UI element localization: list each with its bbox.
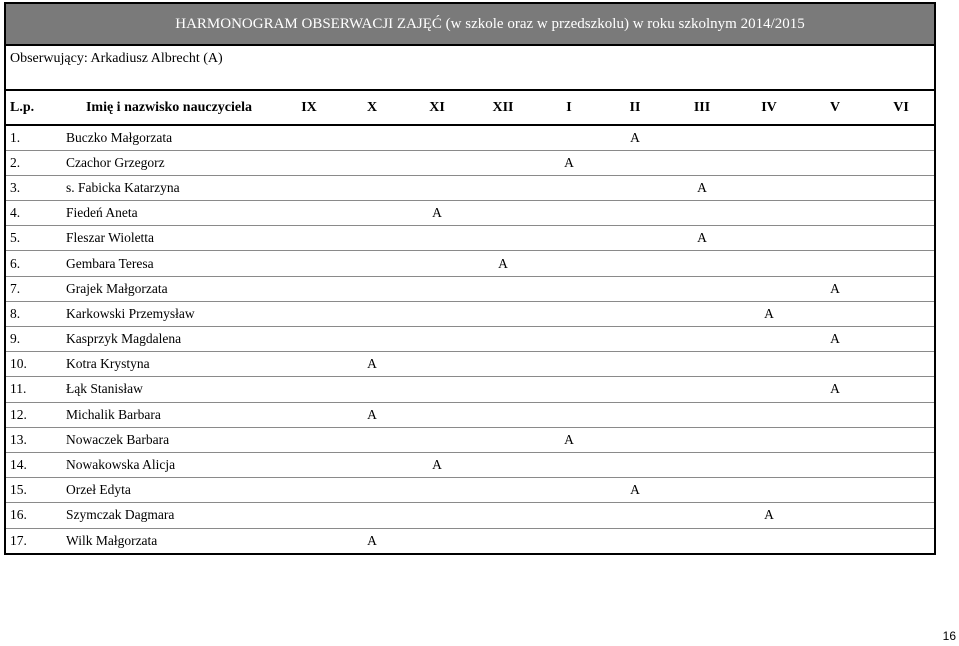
- observation-cell: [602, 377, 668, 402]
- table-row: [6, 301, 934, 326]
- observation-cell: [536, 352, 602, 377]
- teacher-name: Fiedeń Aneta: [60, 201, 278, 226]
- observation-cell: A: [736, 301, 802, 326]
- table-row: [6, 201, 934, 226]
- observation-cell: [736, 528, 802, 553]
- observation-cell: [602, 327, 668, 352]
- observation-cell: [536, 327, 602, 352]
- observation-cell: [340, 125, 404, 150]
- observation-cell: [404, 327, 470, 352]
- observation-cell: [278, 301, 340, 326]
- observation-cell: [470, 503, 536, 528]
- observation-cell: [404, 352, 470, 377]
- teacher-name: Fleszar Wioletta: [60, 226, 278, 251]
- teacher-name: Grajek Małgorzata: [60, 276, 278, 301]
- observation-cell: [470, 327, 536, 352]
- table-row: [6, 427, 934, 452]
- observation-cell: [278, 352, 340, 377]
- observation-cell: [470, 301, 536, 326]
- document-title: HARMONOGRAM OBSERWACJI ZAJĘĆ (w szkole oraz w przedszkolu) w roku szkolnym 2014/2015: [6, 4, 934, 46]
- observation-cell: [736, 150, 802, 175]
- observation-cell: A: [668, 226, 736, 251]
- observation-cell: [602, 150, 668, 175]
- observation-cell: [868, 402, 934, 427]
- observation-cell: [868, 175, 934, 200]
- observation-cell: [602, 528, 668, 553]
- observation-cell: [278, 276, 340, 301]
- observation-cell: [470, 226, 536, 251]
- observation-cell: [340, 427, 404, 452]
- observation-cell: [602, 276, 668, 301]
- observation-cell: [736, 478, 802, 503]
- teacher-name: s. Fabicka Katarzyna: [60, 175, 278, 200]
- observation-cell: [868, 528, 934, 553]
- observation-cell: [470, 276, 536, 301]
- teacher-name: Gembara Teresa: [60, 251, 278, 276]
- observation-cell: [868, 427, 934, 452]
- observation-cell: [668, 201, 736, 226]
- observation-cell: [536, 377, 602, 402]
- row-number: 5.: [6, 226, 60, 251]
- observation-cell: [802, 427, 868, 452]
- observation-cell: [278, 251, 340, 276]
- observation-cell: [802, 528, 868, 553]
- row-number: 15.: [6, 478, 60, 503]
- observation-cell: [536, 528, 602, 553]
- table-row: [6, 352, 934, 377]
- header-lp: L.p.: [6, 91, 60, 125]
- observation-cell: [802, 352, 868, 377]
- observation-cell: [340, 503, 404, 528]
- table-row: [6, 226, 934, 251]
- observation-cell: [536, 301, 602, 326]
- observation-cell: [868, 478, 934, 503]
- observation-cell: [340, 226, 404, 251]
- observation-cell: A: [802, 276, 868, 301]
- observation-cell: [278, 503, 340, 528]
- teacher-name: Nowaczek Barbara: [60, 427, 278, 452]
- observation-cell: [470, 427, 536, 452]
- observation-cell: [536, 175, 602, 200]
- observation-cell: [602, 352, 668, 377]
- header-month: X: [340, 91, 404, 125]
- table-row: [6, 478, 934, 503]
- observation-cell: [404, 251, 470, 276]
- observation-cell: A: [404, 201, 470, 226]
- observation-cell: [404, 377, 470, 402]
- observation-cell: [404, 427, 470, 452]
- observation-cell: A: [367, 532, 377, 548]
- observation-cell: [802, 478, 868, 503]
- table-row: [6, 150, 934, 175]
- header-month: IV: [736, 91, 802, 125]
- observation-cell: [736, 125, 802, 150]
- observation-cell: [340, 301, 404, 326]
- observation-cell: [278, 402, 340, 427]
- observation-cell: [802, 503, 868, 528]
- observation-cell: [736, 377, 802, 402]
- observation-cell: A: [340, 402, 404, 427]
- schedule-table: [6, 91, 934, 553]
- teacher-name: Łąk Stanisław: [60, 377, 278, 402]
- observation-cell: [404, 175, 470, 200]
- observation-cell: [802, 452, 868, 477]
- observation-cell: [278, 327, 340, 352]
- teacher-name: Buczko Małgorzata: [60, 125, 278, 150]
- observation-cell: [278, 377, 340, 402]
- page-number: 16: [942, 629, 956, 643]
- observation-cell: [278, 175, 340, 200]
- observation-cell: A: [668, 175, 736, 200]
- table-row: [6, 327, 934, 352]
- observation-cell: [602, 301, 668, 326]
- observation-cell: [470, 150, 536, 175]
- row-number: 8.: [6, 301, 60, 326]
- observation-cell: [802, 251, 868, 276]
- observation-cell: [602, 503, 668, 528]
- header-month: I: [536, 91, 602, 125]
- observation-cell: [868, 377, 934, 402]
- teacher-name: Karkowski Przemysław: [60, 301, 278, 326]
- observer-label: Obserwujący: Arkadiusz Albrecht (A): [6, 46, 934, 91]
- observation-cell: [404, 301, 470, 326]
- table-row: [6, 452, 934, 477]
- observation-cell: [340, 175, 404, 200]
- observation-cell: [736, 452, 802, 477]
- observation-cell: [470, 452, 536, 477]
- observation-cell: [470, 377, 536, 402]
- row-number: 10.: [6, 352, 60, 377]
- observation-cell: [868, 452, 934, 477]
- row-number: 12.: [6, 402, 60, 427]
- row-number: 7.: [6, 276, 60, 301]
- observation-cell: [868, 226, 934, 251]
- teacher-name: Orzeł Edyta: [60, 478, 278, 503]
- table-row: [6, 276, 934, 301]
- row-number: 16.: [6, 503, 60, 528]
- observation-cell: [736, 352, 802, 377]
- observation-cell: [602, 251, 668, 276]
- row-number: 11.: [6, 377, 60, 402]
- table-row: [6, 528, 934, 553]
- observation-cell: [668, 528, 736, 553]
- observation-cell: A: [736, 503, 802, 528]
- row-number: 6.: [6, 251, 60, 276]
- header-month: II: [602, 91, 668, 125]
- teacher-name: Michalik Barbara: [60, 402, 278, 427]
- observation-cell: [668, 427, 736, 452]
- observation-cell: [736, 327, 802, 352]
- teacher-name: Nowakowska Alicja: [60, 452, 278, 477]
- observation-cell: [470, 402, 536, 427]
- teacher-name: Kotra Krystyna: [60, 352, 278, 377]
- row-number: 4.: [6, 201, 60, 226]
- observation-cell: [470, 175, 536, 200]
- row-number: 13.: [6, 427, 60, 452]
- observation-cell: [736, 402, 802, 427]
- observation-cell: [802, 301, 868, 326]
- observation-cell: [668, 352, 736, 377]
- observation-cell: [668, 377, 736, 402]
- observation-cell: [868, 301, 934, 326]
- observation-cell: A: [340, 352, 404, 377]
- observation-cell: [868, 352, 934, 377]
- observation-cell: [404, 478, 470, 503]
- observation-cell: [278, 528, 340, 553]
- row-number: 9.: [6, 327, 60, 352]
- observation-cell: [802, 226, 868, 251]
- observation-cell: [602, 201, 668, 226]
- observation-cell: A: [404, 452, 470, 477]
- observation-cell: [536, 452, 602, 477]
- observation-cell: [278, 150, 340, 175]
- observation-cell: [736, 427, 802, 452]
- observation-cell: [404, 276, 470, 301]
- observation-cell: [736, 226, 802, 251]
- table-row: [6, 377, 934, 402]
- observation-cell: [602, 452, 668, 477]
- observation-cell: [404, 125, 470, 150]
- teacher-name: Wilk Małgorzata: [66, 532, 158, 548]
- table-row: [6, 175, 934, 200]
- schedule-sheet: [4, 2, 936, 555]
- observation-cell: [802, 125, 868, 150]
- observation-cell: A: [802, 377, 868, 402]
- observation-cell: [404, 402, 470, 427]
- observation-cell: [602, 427, 668, 452]
- teacher-name: Kasprzyk Magdalena: [60, 327, 278, 352]
- observation-cell: [802, 402, 868, 427]
- observation-cell: [668, 452, 736, 477]
- observation-cell: [868, 327, 934, 352]
- table-row: [6, 503, 934, 528]
- observation-cell: [470, 352, 536, 377]
- observation-cell: [668, 503, 736, 528]
- row-number: 1.: [6, 125, 60, 150]
- table-header-row: [6, 91, 934, 125]
- observation-cell: [536, 251, 602, 276]
- observation-cell: [404, 503, 470, 528]
- observation-cell: [340, 251, 404, 276]
- observation-cell: [868, 125, 934, 150]
- observation-cell: [602, 226, 668, 251]
- observation-cell: [340, 201, 404, 226]
- observation-cell: A: [802, 327, 868, 352]
- header-month: III: [668, 91, 736, 125]
- observation-cell: [536, 201, 602, 226]
- header-teacher-name: Imię i nazwisko nauczyciela: [60, 91, 278, 125]
- table-row: [6, 402, 934, 427]
- table-row: [6, 125, 934, 150]
- teacher-name: Czachor Grzegorz: [60, 150, 278, 175]
- observation-cell: [278, 452, 340, 477]
- observation-cell: [802, 150, 868, 175]
- observation-cell: [668, 301, 736, 326]
- observation-cell: [868, 150, 934, 175]
- observation-cell: [278, 201, 340, 226]
- observation-cell: [868, 251, 934, 276]
- header-month: IX: [278, 91, 340, 125]
- teacher-name: Szymczak Dagmara: [60, 503, 278, 528]
- observation-cell: [340, 452, 404, 477]
- observation-cell: [404, 528, 470, 553]
- observation-cell: [536, 125, 602, 150]
- observation-cell: [340, 276, 404, 301]
- header-month: V: [802, 91, 868, 125]
- row-number: 2.: [6, 150, 60, 175]
- header-month: VI: [868, 91, 934, 125]
- observation-cell: [278, 125, 340, 150]
- observation-cell: [470, 528, 536, 553]
- observation-cell: [668, 478, 736, 503]
- observation-cell: [470, 125, 536, 150]
- observation-cell: [668, 251, 736, 276]
- observation-cell: A: [536, 150, 602, 175]
- observation-cell: A: [602, 125, 668, 150]
- observation-cell: [278, 427, 340, 452]
- observation-cell: [340, 327, 404, 352]
- observation-cell: A: [602, 478, 668, 503]
- observation-cell: [736, 276, 802, 301]
- observation-cell: [802, 175, 868, 200]
- row-number: 14.: [6, 452, 60, 477]
- observation-cell: [536, 503, 602, 528]
- observation-cell: [668, 327, 736, 352]
- observation-cell: A: [470, 251, 536, 276]
- observation-cell: [736, 201, 802, 226]
- observation-cell: [536, 478, 602, 503]
- header-month: XI: [404, 91, 470, 125]
- observation-cell: [340, 377, 404, 402]
- row-number: 17.: [10, 532, 27, 548]
- observation-cell: [404, 150, 470, 175]
- table-body: [6, 125, 934, 553]
- observation-cell: [868, 503, 934, 528]
- observation-cell: [602, 175, 668, 200]
- observation-cell: [340, 150, 404, 175]
- observation-cell: [536, 226, 602, 251]
- observation-cell: [802, 201, 868, 226]
- row-number: 3.: [6, 175, 60, 200]
- observation-cell: [340, 478, 404, 503]
- observation-cell: [470, 478, 536, 503]
- observation-cell: [668, 276, 736, 301]
- observation-cell: [470, 201, 536, 226]
- table-row: [6, 251, 934, 276]
- observation-cell: [868, 201, 934, 226]
- header-month: XII: [470, 91, 536, 125]
- observation-cell: [278, 478, 340, 503]
- observation-cell: [278, 226, 340, 251]
- observation-cell: [602, 402, 668, 427]
- observation-cell: [668, 402, 736, 427]
- observation-cell: [668, 125, 736, 150]
- observation-cell: [536, 276, 602, 301]
- observation-cell: [736, 175, 802, 200]
- observation-cell: [868, 276, 934, 301]
- observation-cell: A: [536, 427, 602, 452]
- observation-cell: [736, 251, 802, 276]
- observation-cell: [536, 402, 602, 427]
- observation-cell: [668, 150, 736, 175]
- observation-cell: [404, 226, 470, 251]
